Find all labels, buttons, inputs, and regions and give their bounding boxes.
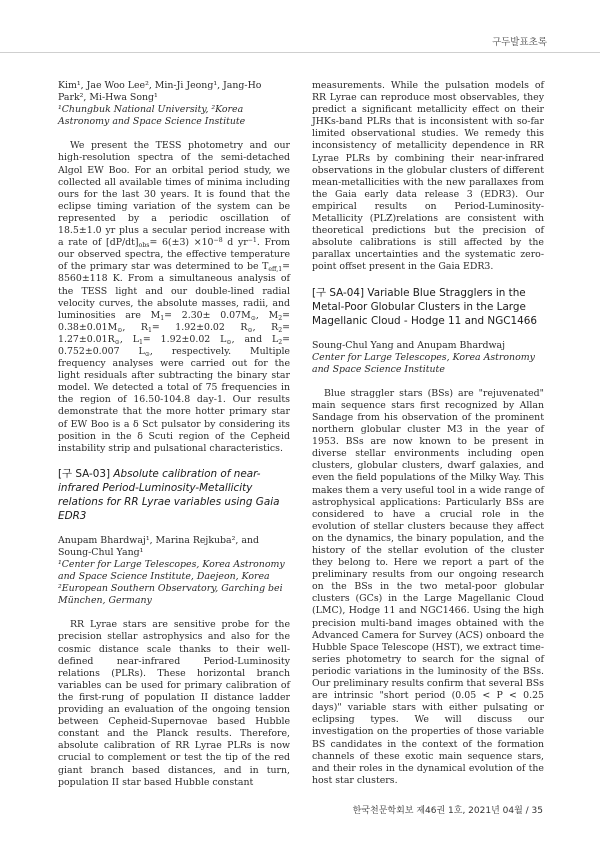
sa03-affiliation-2: ²European Southern Observatory, Garching bei München, Germany <box>58 583 283 607</box>
page-footer: 한국천문학회보 제46권 1호, 2021년 04월 / 35 <box>352 806 543 816</box>
sa03-affiliation-1: ¹Center for Large Telescopes, Korea Astronomy and Space Science Institute, Daejeon, Korea <box>58 559 285 583</box>
sa04-abstract: Blue straggler stars (BSs) are "rejuvenated" main sequence stars first recognized by Allan Sandage from his observation of the prominent northern globular cluster M3 in the year of 1953. BSs are now known to be present in diverse stellar environments including open clusters, globular clusters, dwarf galaxies, and even the field populations of the Milky Way. This makes them a very useful tool in a wide range of astrophysical applications: Particularly BSs are considered to have a crucial role in the evolution of stellar clusters because they affect on the dynamics, the binary population, and the history of the stellar evolution of the cluster they belong to. Here we report a part of the preliminary results from our ongoing research on the BSs in the two metal-poor globular clusters (GCs) in the Large Magellanic Cloud (LMC), Hodge 11 and NGC1466. Using the high precision multi-band images obtained with the Advanced Camera for Survey (ACS) onboard the Hubble Space Telescope (HST), we extract time-series photometry to search for the signal of periodic variations in the luminosity of the BSs. Our preliminary results confirm that several BSs are intrinsic "short period (0.05 < P < 0.25 days)" variable stars with either pulsating or eclipsing types. We will discuss our investigation on the properties of those variable BS candidates in the context of the formation channels of these exotic main sequence stars, and their roles in the dynamical evolution of the host star clusters. <box>312 387 544 786</box>
prev-affiliation: ¹Chungbuk National University, ²Korea Astronomy and Space Science Institute <box>58 104 246 128</box>
sa04-affiliation: Center for Large Telescopes, Korea Astronomy and Space Science Institute <box>312 351 535 375</box>
right-column <box>312 80 544 787</box>
sa03-abstract-continued: measurements. While the pulsation models of RR Lyrae can reproduce most observables, they predict a significant metallicity effect on their JHKs-band PLRs that is inconsistent with so-far limited observational studies. We remedy this inconsistency of metallicity dependence in RR Lyrae PLRs by combining their near-infrared observations in the globular clusters of different mean-metallicities with the new parallaxes from the Gaia early data release 3 (EDR3). Our empirical results on Period-Luminosity-Metallicity (PLZ)relations are consistent with theoretical predictions but the precision of absolute calibrations is still affected by the parallax uncertainties and the systematic zero-point offset present in the Gaia EDR3. <box>312 80 544 273</box>
prev-authors: Kim¹, Jae Woo Lee², Min-Ji Jeong¹, Jang-Ho Park², Mi-Hwa Song¹ <box>58 80 262 104</box>
ew-boo-abstract: We present the TESS photometry and our high-resolution spectra of the semi-detached Algol EW Boo. For an orbital period study, we collected all available times of minima including ours for the last 30 years. It is found that the eclipse timing variation of the system can be represented by a periodic oscillation of 18.5±1.0 yr plus a secular period increase with a rate of $[dP/dt]_{obs}= 6(\pm 3) \times 10^{-8}$ d $yr^{-1}$. From our observed spectra, the effective temperature of the primary star was determined to be $T_{eff,1}= 8560\pm 118$ K. From a simultaneous analysis of the TESS light and our double-lined radial velocity curves, the absolute masses, radii, and luminosities are $M_1= 2.30\pm 0.07M_⊙$, $M_2= 0.38\pm 0.01M_⊙$, $R_1= 1.92\pm 0.02$ $R_⊙$, $R_2= 1.27\pm 0.01R_⊙$, $L_1= 1.92\pm 0.02$ $L_⊙$, and $L_2= 0.752\pm 0.007$ $L_⊙$, respectively. Multiple frequency analyses were carried out for the light residuals after subtracting the binary star model. We detected a total of 75 frequencies in the region of 16.50-104.8 day-1. Our results demonstrate that the more hotter primary star of EW Boo is a δ Sct pulsator by considering its position in the δ Scuti region of the Cepheid instability strip and pulsational characteristics. <box>58 140 291 454</box>
sa04-title: [구 SA-04] Variable Blue Stragglers in the Metal-Poor Globular Clusters in the Large Magellanic Cloud - Hodge 11 and NGC1466 <box>312 286 537 327</box>
running-header: 구두발표초록 <box>491 37 547 48</box>
sa03-abstract: RR Lyrae stars are sensitive probe for the precision stellar astrophysics and also for the cosmic distance scale thanks to their well-defined near-infrared Period-Luminosity relations (PLRs). These horizontal branch variables can be used for primary calibration of the first-rung of population II distance ladder providing an evaluation of the ongoing tension between Cepheid-Supernovae based Hubble constant and the Planck results. Therefore, absolute calibration of RR Lyrae PLRs is now crucial to complement or test the tip of the red giant branch based distances, and in turn, population II star based Hubble constant <box>58 619 290 788</box>
left-column <box>58 80 290 789</box>
header-rule <box>0 52 600 53</box>
sa03-authors: Anupam Bhardwaj¹, Marina Rejkuba², and Soung-Chul Yang¹ <box>58 534 259 558</box>
sa04-authors: Soung-Chul Yang and Anupam Bhardwaj <box>312 339 506 351</box>
sa03-title: [구 SA-03] Absolute calibration of near-infrared Period-Luminosity-Metallicity relations for RR Lyrae variables using Gaia EDR3 <box>58 467 280 522</box>
